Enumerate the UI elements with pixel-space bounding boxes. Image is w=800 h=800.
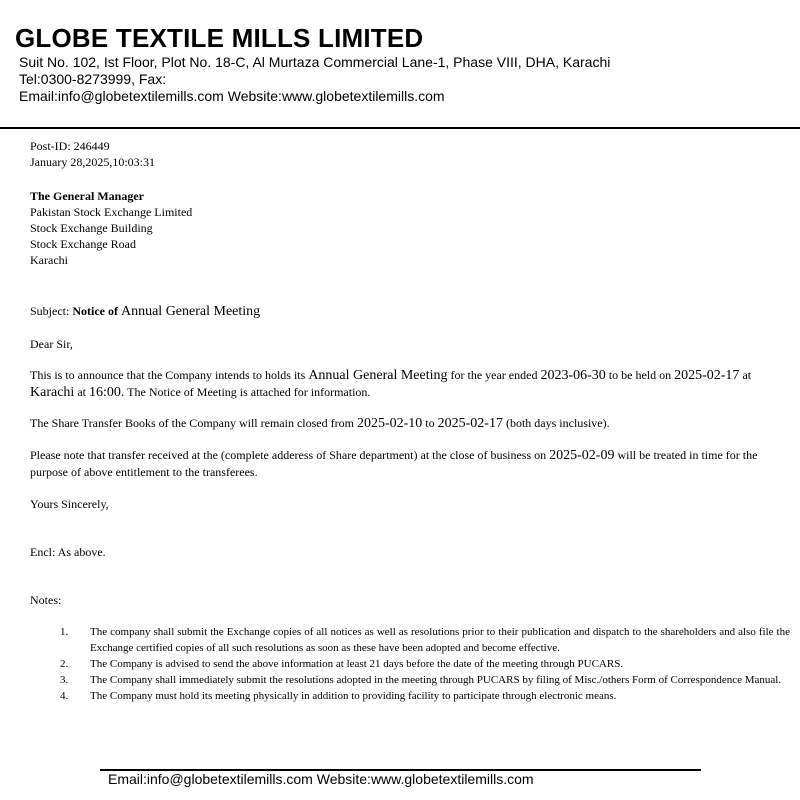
recipient-line: Pakistan Stock Exchange Limited (30, 205, 193, 219)
year-end-date: 2023-06-30 (540, 368, 606, 383)
closing: Yours Sincerely, (30, 497, 109, 511)
company-name: GLOBE TEXTILE MILLS LIMITED (15, 23, 424, 53)
recipient-line: Karachi (30, 253, 68, 267)
company-phone-fax: Tel:0300-8273999, Fax: (19, 71, 167, 87)
meeting-city: Karachi (30, 385, 75, 400)
note-text: The Company must hold its meeting physically in addition to providing facility to participate through electronic means. (90, 690, 617, 702)
text-run: to (422, 416, 438, 430)
subject-event: Annual General Meeting (120, 304, 261, 319)
notes-list (60, 624, 790, 704)
note-number: 1. (60, 626, 69, 638)
header-divider (0, 127, 800, 129)
text-run: (both days inclusive). (502, 416, 610, 430)
notes-heading: Notes: (30, 593, 62, 607)
announcement-paragraph (30, 367, 798, 401)
closure-to-date: 2025-02-17 (437, 416, 503, 431)
text-run: at (74, 385, 89, 399)
footer-email-website: Email:info@globetextilemills.com Website:www.globetextilemills.com (108, 771, 534, 787)
recipient-title: The General Manager (30, 189, 144, 203)
recipient-line: Stock Exchange Building (30, 221, 153, 235)
company-address: Suit No. 102, Ist Floor, Plot No. 18-C, Al Murtaza Commercial Lane-1, Phase VIII, DHA, Karachi (19, 54, 611, 70)
company-email-website: Email:info@globetextilemills.com Website:www.globetextilemills.com (19, 88, 445, 104)
text-run: Please note that transfer received at the (complete adderess of Share department) at the close of business on (30, 448, 550, 462)
note-item (60, 672, 790, 688)
transfer-paragraph (30, 447, 798, 480)
note-item (60, 624, 790, 656)
text-run: will be treated in time for the purpose of above entitlement to the transferees. (30, 448, 758, 479)
subject-line (30, 303, 260, 320)
subject-bold: Notice of (72, 304, 121, 318)
recipient-line: Stock Exchange Road (30, 237, 136, 251)
note-item (60, 688, 790, 704)
text-run: at (739, 368, 752, 382)
text-run: for the year ended (447, 368, 541, 382)
transfer-cutoff-date: 2025-02-09 (549, 448, 615, 463)
note-text: The Company is advised to send the above information at least 21 days before the date of the meeting through PUCARS. (90, 658, 624, 670)
note-text: The company shall submit the Exchange copies of all notices as well as resolutions prior to their publication and dispatch to the shareholders and also file the Exchange certified copies of all such resolutions as soon as these have been adopted and become effective. (90, 626, 790, 654)
meeting-date: 2025-02-17 (674, 368, 740, 383)
post-id: Post-ID: 246449 (30, 139, 110, 153)
enclosure: Encl: As above. (30, 545, 106, 559)
salutation: Dear Sir, (30, 337, 73, 351)
note-number: 3. (60, 674, 69, 686)
text-run: The Share Transfer Books of the Company will remain closed from (30, 416, 357, 430)
closure-from-date: 2025-02-10 (356, 416, 423, 431)
text-run: This is to announce that the Company intends to holds its (30, 368, 309, 382)
meeting-type: Annual General Meeting (308, 368, 448, 383)
note-number: 2. (60, 658, 69, 670)
book-closure-paragraph (30, 415, 798, 432)
note-number: 4. (60, 690, 69, 702)
text-run: to be held on (605, 368, 675, 382)
text-run: The Notice of Meeting is attached for information. (124, 385, 371, 399)
letter-date: January 28,2025,10:03:31 (30, 155, 155, 169)
note-item (60, 656, 790, 672)
note-text: The Company shall immediately submit the resolutions adopted in the meeting through PUCARS by filing of Misc./others Form of Correspondence Manual. (90, 674, 782, 686)
meeting-time: 16:00. (88, 385, 125, 400)
subject-prefix: Subject: (30, 304, 73, 318)
